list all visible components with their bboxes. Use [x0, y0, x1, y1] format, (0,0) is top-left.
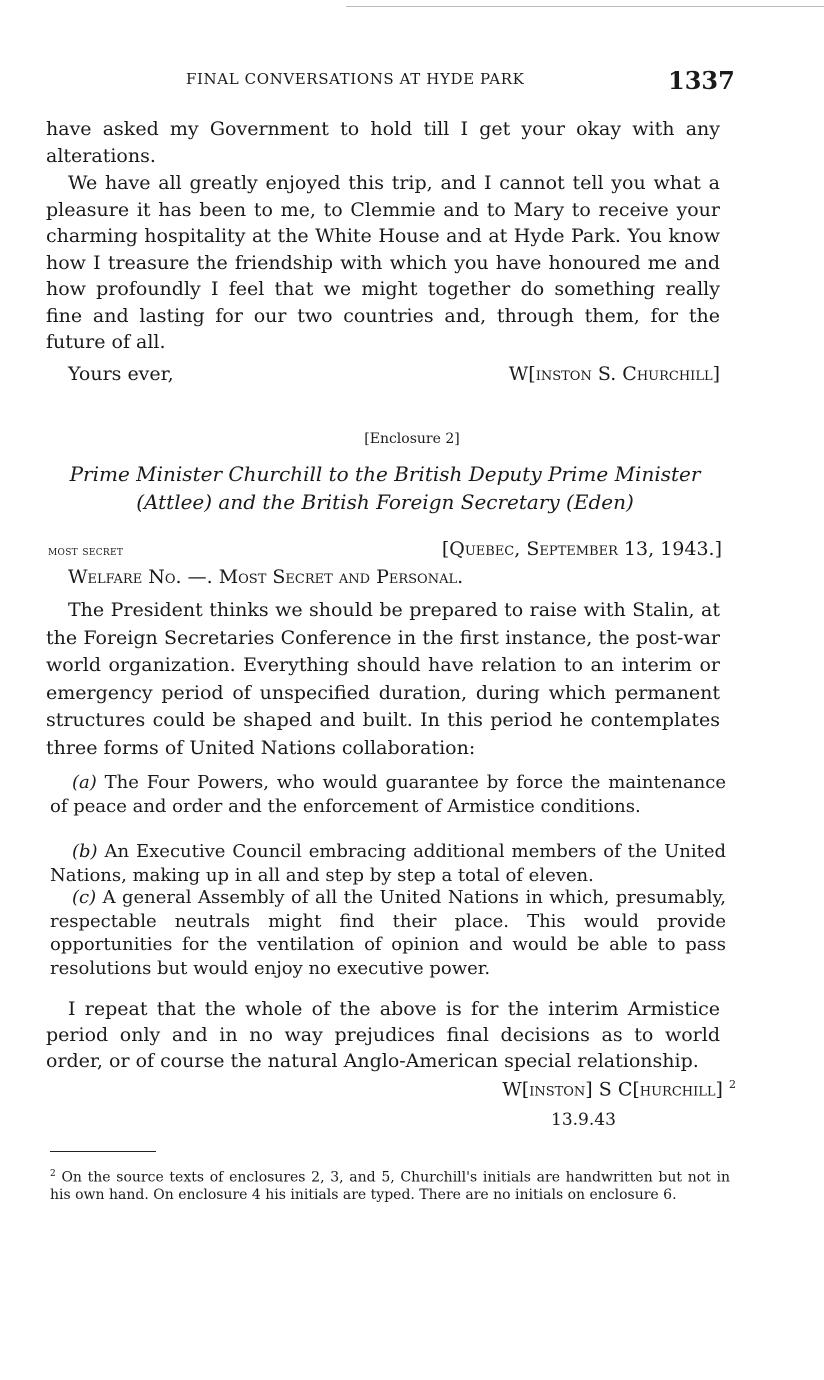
list-marker-a: (a)	[72, 772, 97, 793]
document-title-line-2: (Attlee) and the British Foreign Secretary (Eden)	[136, 490, 634, 514]
footnote-divider	[50, 1151, 156, 1152]
signature-text: W[inston] S C[hurchill]	[502, 1078, 723, 1101]
dateline: [Quebec, September 13, 1943.]	[441, 538, 722, 560]
enclosure-date: 13.9.43	[551, 1110, 616, 1130]
footnote-marker: 2	[50, 1169, 56, 1179]
list-marker-c: (c)	[72, 887, 97, 908]
running-head: FINAL CONVERSATIONS AT HYDE PARK	[186, 70, 525, 88]
footnote	[50, 1166, 730, 1205]
enclosure-label: [Enclosure 2]	[364, 431, 460, 447]
list-item-a	[50, 771, 726, 818]
footnote-text: On the source texts of enclosures 2, 3, and 5, Churchill's initials are handwritten but not in his own hand. On enclosure 4 his initials are typed. There are no initials on enclosure 6.	[50, 1169, 731, 1204]
list-marker-b: (b)	[72, 841, 98, 862]
list-text-b: An Executive Council embracing additional members of the United Nations, making up in all and step by step a total of eleven.	[50, 841, 726, 886]
welfare-line: Welfare No. —. Most Secret and Personal.	[68, 566, 464, 588]
page-number: 1337	[668, 66, 735, 95]
letter-paragraph-2: We have all greatly enjoyed this trip, and I cannot tell you what a pleasure it has been to me, to Clemmie and to Mary to receive your charming hospitality at the White House and at Hyde Park. You know how I treasure the friendship with which you have honoured me and how profoundly I feel that we might together do something really fine and lasting for our two countries and, through them, for the future of all.	[46, 172, 720, 353]
list-text-c: A general Assembly of all the United Nations in which, presumably, respectable neutrals might find their place. This would provide opportunities for the ventilation of opinion and would be able to pass resolutions but would enjoy no executive power.	[50, 887, 726, 979]
document-title-line-1: Prime Minister Churchill to the British Deputy Prime Minister	[69, 462, 701, 486]
letter-signature: W[inston S. Churchill]	[508, 363, 720, 385]
closing-salutation: Yours ever,	[68, 363, 174, 385]
classification-label: most secret	[48, 544, 124, 559]
list-item-c	[50, 886, 726, 980]
list-text-a: The Four Powers, who would guarantee by force the maintenance of peace and order and the enforcement of Armistice conditions.	[50, 772, 726, 817]
footnote-reference: 2	[729, 1078, 736, 1091]
enclosure-signature	[502, 1078, 736, 1100]
document-header	[46, 538, 722, 566]
enclosure-paragraph-2: I repeat that the whole of the above is for the interim Armistice period only and in no way prejudices final decisions as to world order, or of course the natural Anglo-American special relationship.	[46, 998, 720, 1072]
list-item-b	[50, 840, 726, 887]
letter-paragraph-1: have asked my Government to hold till I get your okay with any alterations.	[46, 118, 720, 167]
enclosure-paragraph-1: The President thinks we should be prepared to raise with Stalin, at the Foreign Secretaries Conference in the first instance, the post-war world organization. Everything should have relation to an interim or emergency period of unspecified duration, during which permanent structures could be shaped and built. In this period he contemplates three forms of United Nations collaboration:	[46, 599, 720, 759]
scan-edge-rule	[346, 6, 824, 7]
document-title	[46, 460, 724, 516]
